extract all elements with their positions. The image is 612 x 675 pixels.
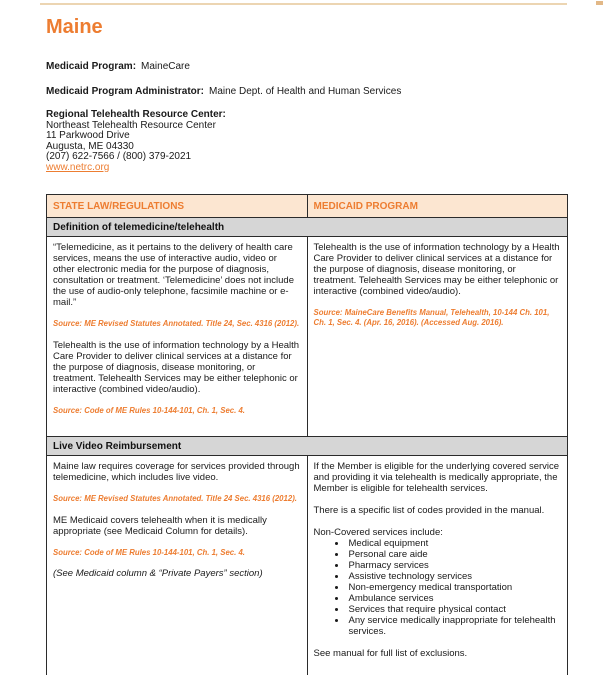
administrator-field xyxy=(46,86,568,97)
table-header-row xyxy=(47,195,568,218)
top-rule-end-mark xyxy=(596,1,603,5)
page-content xyxy=(0,16,612,675)
paragraph: ME Medicaid covers telehealth when it is medically appropriate (see Medicaid Column for details). xyxy=(53,514,267,537)
list-item: • Medical equipment xyxy=(347,538,562,549)
section-title-live-video: Live Video Reimbursement xyxy=(47,437,568,456)
table-row xyxy=(47,237,568,437)
resource-center-link[interactable]: www.netrc.org xyxy=(46,161,110,173)
source-citation: Source: ME Revised Statutes Annotated. Title 24, Sec. 4316 (2012). xyxy=(53,319,300,328)
live-video-medicaid-cell xyxy=(307,456,568,675)
telehealth-policy-table xyxy=(46,194,568,675)
source-citation: Source: Code of ME Rules 10-144-101, Ch. 1, Sec. 4. xyxy=(53,405,245,415)
section-row-live-video xyxy=(47,437,568,456)
administrator-value: Maine Dept. of Health and Human Services xyxy=(209,86,402,97)
medicaid-program-field xyxy=(46,61,568,72)
non-covered-services-list xyxy=(314,538,562,637)
medicaid-program-label: Medicaid Program: xyxy=(46,61,137,72)
list-item: • Services that require physical contact xyxy=(347,604,562,615)
list-item: • Any service medically inappropriate for telehealth services. xyxy=(347,615,562,637)
list-item: • Personal care aide xyxy=(347,549,562,560)
definition-medicaid-cell xyxy=(307,237,568,437)
paragraph: Maine law requires coverage for services provided through telemedicine, which includes live video. xyxy=(53,461,300,483)
paragraph: “Telemedicine, as it pertains to the delivery of health care services, means the use of interactive audio, video or other electronic media for the purpose of diagnosis, consultation or treatment. ‘Telemedicine’ does not include the use of audio-only telephone, facsimile machine or e-mail.” xyxy=(53,242,294,308)
list-item: • Pharmacy services xyxy=(347,560,562,571)
list-item: • Ambulance services xyxy=(347,593,562,604)
administrator-label: Medicaid Program Administrator: xyxy=(46,86,204,97)
live-video-state-law-cell xyxy=(47,456,308,675)
cross-reference-note: (See Medicaid column & “Private Payers” section) xyxy=(53,568,263,579)
list-item: • Assistive technology services xyxy=(347,571,562,582)
paragraph: If the Member is eligible for the underlying covered service and providing it via telehealth is medically appropriate, the Member is eligible for telehealth services. xyxy=(313,461,560,494)
resource-center-name: Northeast Telehealth Resource Center xyxy=(46,119,216,131)
source-citation: Source: Code of ME Rules 10-144-101, Ch. 1, Sec. 4. xyxy=(53,547,245,557)
section-row-definition xyxy=(47,218,568,237)
resource-center-phone: (207) 622-7566 / (800) 379-2021 xyxy=(46,151,192,162)
paragraph: Telehealth is the use of information technology by a Health Care Provider to deliver clinical services at a distance for the purpose of diagnosis, disease monitoring, or treatment. Telehealth Services may be either telephonic or interactive (combined video/audio). xyxy=(53,339,300,395)
source-citation: Source: ME Revised Statutes Annotated. Title 24 Sec. 4316 (2012). xyxy=(53,494,297,503)
resource-center-street: 11 Parkwood Drive xyxy=(46,130,130,141)
list-item: • Non-emergency medical transportation xyxy=(347,582,562,593)
column-header-state-law: STATE LAW/REGULATIONS xyxy=(47,195,308,218)
section-title-definition: Definition of telemedicine/telehealth xyxy=(47,218,568,237)
resource-center-city: Augusta, ME 04330 xyxy=(46,140,134,152)
definition-state-law-cell xyxy=(47,237,308,437)
source-citation: Source: MaineCare Benefits Manual, Telehealth, 10-144 Ch. 101, Ch. 1, Sec. 4. (Apr. 16, 2016). (Accessed Aug. 2016). xyxy=(313,308,550,327)
paragraph: Telehealth is the use of information technology by a Health Care Provider to deliver clinical services at a distance for the purpose of diagnosis, disease monitoring, or treatment. Telehealth Services may be either telephonic or interactive (combined video/audio). xyxy=(313,242,560,297)
paragraph: See manual for full list of exclusions. xyxy=(313,648,468,659)
column-header-medicaid-program: MEDICAID PROGRAM xyxy=(307,195,568,218)
medicaid-program-value: MaineCare xyxy=(141,61,190,72)
top-rule xyxy=(40,3,567,5)
list-intro: Non-Covered services include: xyxy=(313,527,443,538)
page-title: Maine xyxy=(46,16,103,38)
paragraph: There is a specific list of codes provided in the manual. xyxy=(313,505,545,516)
resource-center-label: Regional Telehealth Resource Center: xyxy=(46,109,226,120)
resource-center-block xyxy=(46,110,568,173)
table-row xyxy=(47,456,568,675)
